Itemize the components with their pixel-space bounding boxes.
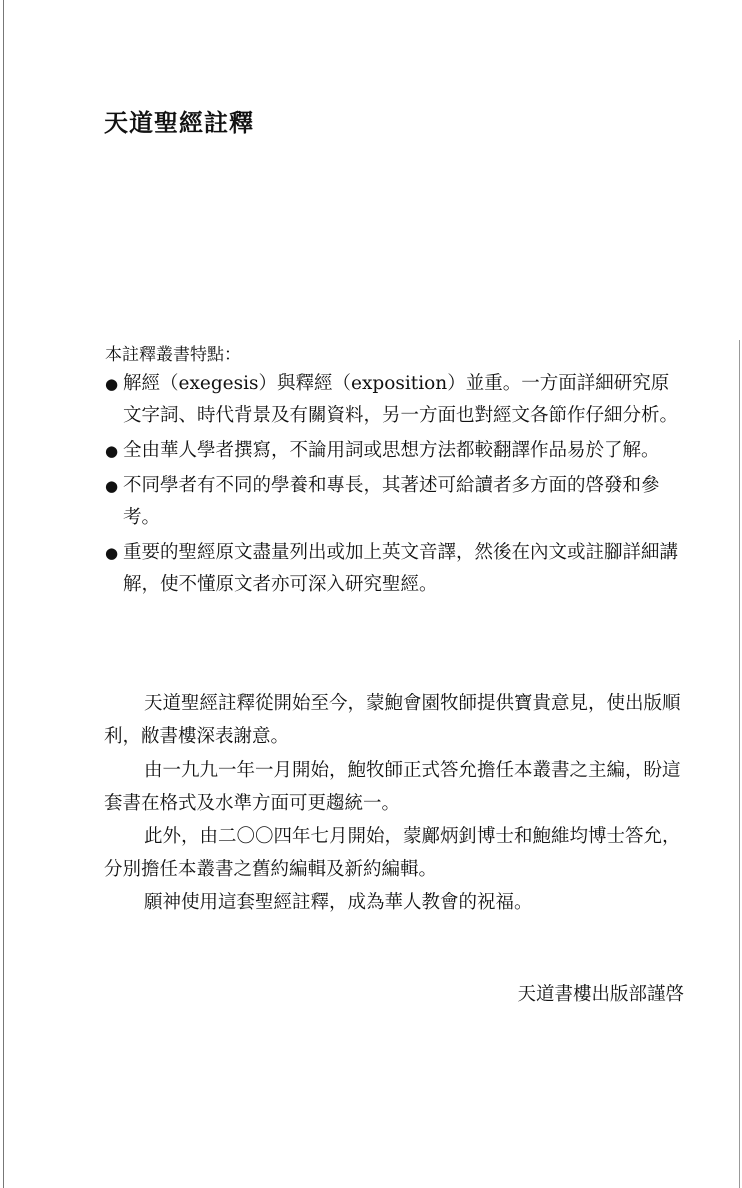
acknowledgement-paragraph: 天道聖經註釋從開始至今，蒙鮑會園牧師提供寶貴意見，使出版順利，敝書樓深表謝意。 [104, 693, 681, 747]
blessing-paragraph: 願神使用這套聖經註釋，成為華人教會的祝福。 [144, 892, 533, 913]
bullet-icon: ● [105, 442, 119, 460]
publisher-signature: 天道書樓出版部謹啓 [517, 984, 684, 1005]
features-heading: 本註釋叢書特點： [105, 345, 241, 365]
feature-text: 不同學者有不同的學養和專長，其著述可給讀者多方面的啓發和參考。 [123, 475, 660, 528]
scan-edge-left [3, 0, 4, 1188]
feature-item [105, 537, 685, 601]
feature-text: 全由華人學者撰寫，不論用詞或思想方法都較翻譯作品易於了解。 [123, 440, 660, 461]
feature-item [105, 368, 685, 432]
feature-text: 重要的聖經原文盡量列出或加上英文音譯，然後在內文或註腳詳細講解，使不懂原文者亦可深入研究聖經。 [123, 542, 679, 595]
bullet-icon: ● [105, 375, 119, 393]
bullet-icon: ● [105, 477, 119, 495]
editor-paragraph: 由一九九一年一月開始，鮑牧師正式答允擔任本叢書之主編，盼這套書在格式及水準方面可更趨統一。 [104, 760, 681, 814]
features-list [105, 368, 685, 604]
feature-item [105, 470, 685, 534]
scan-edge-right [739, 340, 740, 1188]
series-title: 天道聖經註釋 [104, 109, 254, 137]
testament-editors-paragraph: 此外，由二〇〇四年七月開始，蒙鄺炳釗博士和鮑維均博士答允，分別擔任本叢書之舊約編輯及新約編輯。 [104, 826, 681, 880]
feature-item [105, 435, 685, 467]
feature-text: 解經（exegesis）與釋經（exposition）並重。一方面詳細研究原文字詞、時代背景及有關資料，另一方面也對經文各節作仔細分析。 [123, 373, 679, 426]
bullet-icon: ● [105, 544, 119, 562]
